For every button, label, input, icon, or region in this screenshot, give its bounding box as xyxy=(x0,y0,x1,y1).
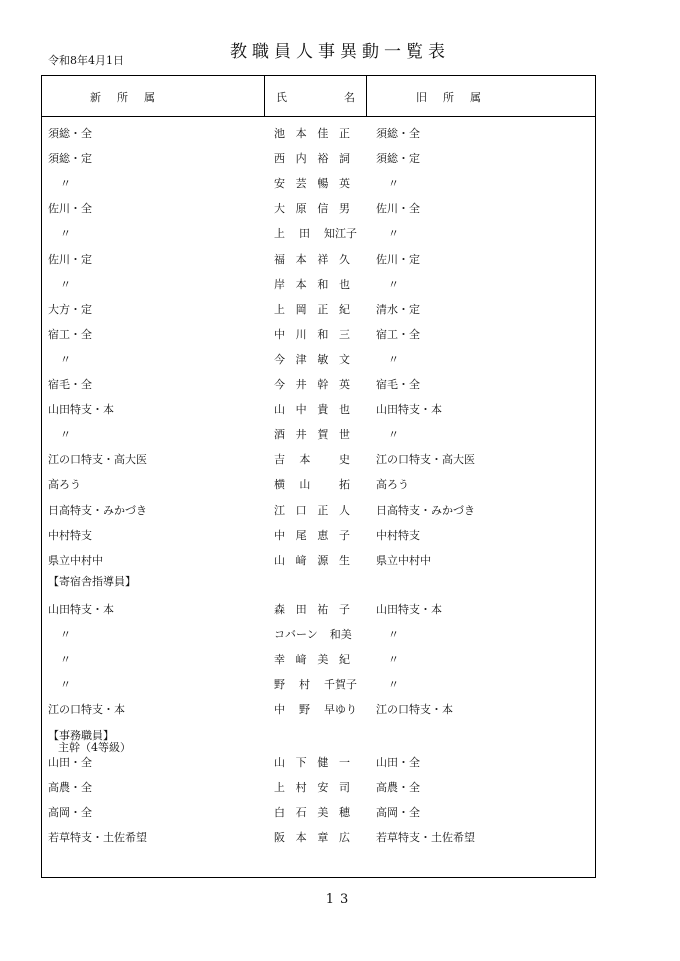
name-part: 野 xyxy=(274,678,285,692)
name-part: 井 xyxy=(295,378,307,391)
name-part: 久 xyxy=(338,252,350,266)
header-divider-2 xyxy=(366,76,367,116)
new-affiliation: 〃 xyxy=(60,277,71,291)
header-new-affiliation: 新所属 xyxy=(90,91,171,104)
table-row xyxy=(42,299,595,319)
name-part: 吉 xyxy=(274,453,285,467)
old-affiliation: 〃 xyxy=(388,678,399,692)
name-part: 石 xyxy=(295,806,307,820)
person-name xyxy=(274,125,350,141)
table-row xyxy=(42,699,595,719)
name-part: 本 xyxy=(295,252,307,266)
subsection-heading-office: 主幹（4等級） xyxy=(58,741,131,754)
new-affiliation: 江の口特支・本 xyxy=(48,703,125,717)
person-name xyxy=(274,651,350,667)
new-affiliation: 山田・全 xyxy=(48,756,92,769)
new-affiliation: 佐川・全 xyxy=(48,202,92,216)
old-affiliation: 〃 xyxy=(388,653,399,667)
name-part: 岡 xyxy=(295,302,307,316)
name-part: 本 xyxy=(295,277,307,291)
old-affiliation: 県立中村中 xyxy=(376,553,431,567)
name-part: 信 xyxy=(317,202,329,216)
old-affiliation: 山田・全 xyxy=(376,756,420,769)
name-part: 人 xyxy=(338,503,350,517)
name-part: 子 xyxy=(338,528,350,542)
name-part: 生 xyxy=(338,553,350,567)
old-affiliation: 〃 xyxy=(388,177,399,191)
table-row xyxy=(42,624,595,644)
new-affiliation: 高ろう xyxy=(48,478,81,492)
header-old-affiliation: 旧所属 xyxy=(416,91,497,104)
person-name xyxy=(274,301,350,317)
new-affiliation: 須総・定 xyxy=(48,152,92,166)
table-row xyxy=(42,550,595,570)
table-row xyxy=(42,674,595,694)
name-part: 中 xyxy=(295,403,307,417)
section-heading-dorm: 【寄宿舎指導員】 xyxy=(48,575,136,588)
name-part: 詞 xyxy=(338,152,350,166)
name-part: 西 xyxy=(274,152,285,166)
name-part: 下 xyxy=(295,756,307,769)
name-part: 知江子 xyxy=(324,227,357,241)
old-affiliation: 須総・定 xyxy=(376,152,420,166)
person-name xyxy=(274,351,350,367)
name-part: 恵 xyxy=(317,528,329,542)
old-affiliation: 〃 xyxy=(388,277,399,291)
name-part: 大 xyxy=(274,202,285,216)
table-row xyxy=(42,324,595,344)
name-part: 安 xyxy=(317,781,329,795)
person-name xyxy=(274,754,350,770)
old-affiliation: 山田特支・本 xyxy=(376,603,442,616)
table-row xyxy=(42,249,595,269)
name-part: 井 xyxy=(295,428,307,442)
table-row xyxy=(42,802,595,822)
new-affiliation: 山田特支・本 xyxy=(48,403,114,417)
header-divider-1 xyxy=(264,76,265,116)
name-part: 祐 xyxy=(317,603,329,616)
person-name xyxy=(274,502,350,518)
name-part: 﨑 xyxy=(295,653,307,667)
table-row xyxy=(42,274,595,294)
table-row xyxy=(42,752,595,772)
new-affiliation: 江の口特支・高大医 xyxy=(48,453,147,467)
person-name xyxy=(274,251,350,267)
old-affiliation: 江の口特支・本 xyxy=(376,703,453,717)
name-part: 紀 xyxy=(338,653,350,667)
table-row xyxy=(42,399,595,419)
new-affiliation: 〃 xyxy=(60,653,71,667)
name-part: 也 xyxy=(338,403,350,417)
table-row xyxy=(42,173,595,193)
table-row xyxy=(42,198,595,218)
header-name-given: 名 xyxy=(344,91,355,104)
name-part: 英 xyxy=(338,177,350,191)
old-affiliation: 若草特支・土佐希望 xyxy=(376,831,475,845)
name-part: 中 xyxy=(274,528,285,542)
table-row xyxy=(42,223,595,243)
name-part: 賀 xyxy=(317,428,329,442)
person-name xyxy=(274,804,350,820)
name-part: 健 xyxy=(317,756,329,769)
person-name xyxy=(274,626,350,642)
table-row xyxy=(42,649,595,669)
old-affiliation: 高ろう xyxy=(376,478,409,492)
new-affiliation: 〃 xyxy=(60,352,71,366)
new-affiliation: 宿工・全 xyxy=(48,327,92,341)
name-part: 美 xyxy=(317,653,329,667)
name-part: 山 xyxy=(274,553,285,567)
name-part: 正 xyxy=(338,127,350,140)
name-part: 裕 xyxy=(317,152,329,166)
old-affiliation: 宿毛・全 xyxy=(376,378,420,391)
name-part: 和美 xyxy=(329,628,352,642)
name-part: 横 xyxy=(274,478,285,492)
name-part: 男 xyxy=(338,202,350,216)
name-part: 佳 xyxy=(317,127,329,140)
table-row xyxy=(42,449,595,469)
table-row xyxy=(42,424,595,444)
name-part: 上 xyxy=(274,781,285,795)
name-part: 正 xyxy=(317,302,329,316)
name-part: 千賀子 xyxy=(324,678,357,692)
old-affiliation: 江の口特支・高大医 xyxy=(376,453,475,467)
old-affiliation: 高農・全 xyxy=(376,781,420,795)
person-name xyxy=(274,527,350,543)
name-part: 拓 xyxy=(338,478,350,492)
name-part: 早ゆり xyxy=(324,703,357,717)
new-affiliation: 〃 xyxy=(60,678,71,692)
new-affiliation: 宿毛・全 xyxy=(48,378,92,391)
transfer-table xyxy=(41,75,596,878)
old-affiliation: 佐川・全 xyxy=(376,202,420,216)
name-part: 口 xyxy=(295,503,307,517)
new-affiliation: 須総・全 xyxy=(48,127,92,140)
name-part: 岸 xyxy=(274,277,285,291)
old-affiliation: 〃 xyxy=(388,352,399,366)
person-name xyxy=(274,401,350,417)
name-part: 暢 xyxy=(317,177,329,191)
name-part: 内 xyxy=(295,152,307,166)
name-part: 阪 xyxy=(274,831,285,845)
new-affiliation: 〃 xyxy=(60,628,71,642)
old-affiliation: 佐川・定 xyxy=(376,252,420,266)
table-header xyxy=(42,76,595,117)
name-part: 本 xyxy=(295,127,307,140)
name-part: 敏 xyxy=(317,352,329,366)
person-name xyxy=(274,200,350,216)
name-part: 章 xyxy=(317,831,329,845)
name-part: 一 xyxy=(338,756,350,769)
old-affiliation: 〃 xyxy=(388,428,399,442)
person-name xyxy=(274,326,350,342)
date-label: 令和8年4月1日 xyxy=(48,54,124,67)
person-name xyxy=(274,779,350,795)
name-part: 也 xyxy=(338,277,350,291)
table-row xyxy=(42,349,595,369)
table-row xyxy=(42,777,595,797)
person-name xyxy=(274,451,350,467)
person-name xyxy=(274,225,357,241)
name-part: 三 xyxy=(338,327,350,341)
name-part: 中 xyxy=(274,327,285,341)
name-part: 史 xyxy=(338,453,350,467)
name-part: 村 xyxy=(299,678,310,692)
name-part: 村 xyxy=(295,781,307,795)
name-part: 紀 xyxy=(338,302,350,316)
person-name xyxy=(274,175,350,191)
name-part: 文 xyxy=(338,352,350,366)
table-row xyxy=(42,474,595,494)
person-name xyxy=(274,150,350,166)
new-affiliation: 県立中村中 xyxy=(48,553,103,567)
name-part: 源 xyxy=(317,553,329,567)
new-affiliation: 大方・定 xyxy=(48,302,92,316)
new-affiliation: 若草特支・土佐希望 xyxy=(48,831,147,845)
table-row xyxy=(42,148,595,168)
page-title: 教職員人事異動一覧表 xyxy=(230,42,450,62)
table-row xyxy=(42,500,595,520)
name-part: 和 xyxy=(317,327,329,341)
name-part: 野 xyxy=(299,703,310,717)
person-name xyxy=(274,376,350,392)
old-affiliation: 宿工・全 xyxy=(376,327,420,341)
old-affiliation: 〃 xyxy=(388,227,399,241)
name-part: 江 xyxy=(274,503,285,517)
name-part: 田 xyxy=(299,227,310,241)
old-affiliation: 清水・定 xyxy=(376,302,420,316)
person-name xyxy=(274,476,350,492)
person-name xyxy=(274,829,350,845)
name-part: 芸 xyxy=(295,177,307,191)
name-part: 山 xyxy=(274,403,285,417)
name-part: 山 xyxy=(299,478,311,492)
name-part: 﨑 xyxy=(295,553,307,567)
section-heading-office: 【事務職員】 xyxy=(48,729,114,742)
name-part: 司 xyxy=(338,781,350,795)
name-part: 白 xyxy=(274,806,285,820)
name-part: 尾 xyxy=(295,528,307,542)
new-affiliation: 〃 xyxy=(60,177,71,191)
name-part: 英 xyxy=(338,378,350,391)
name-part: 広 xyxy=(338,831,350,845)
name-part: 幸 xyxy=(274,653,285,667)
name-part: 祥 xyxy=(317,252,329,266)
table-row xyxy=(42,599,595,619)
name-part: 山 xyxy=(274,756,285,769)
old-affiliation: 〃 xyxy=(388,628,399,642)
page-number: 13 xyxy=(325,892,355,907)
name-part: 貴 xyxy=(317,403,329,417)
new-affiliation: 山田特支・本 xyxy=(48,603,114,616)
name-part: 美 xyxy=(317,806,329,820)
name-part: 池 xyxy=(274,127,285,140)
name-part: 安 xyxy=(274,177,285,191)
name-part: 世 xyxy=(338,428,350,442)
new-affiliation: 中村特支 xyxy=(48,528,92,542)
table-row xyxy=(42,374,595,394)
person-name xyxy=(274,676,357,692)
new-affiliation: 佐川・定 xyxy=(48,252,92,266)
name-part: 川 xyxy=(295,327,307,341)
name-part: 穂 xyxy=(338,806,350,820)
person-name xyxy=(274,601,350,617)
name-part: 本 xyxy=(299,453,311,467)
name-part: 子 xyxy=(338,603,350,616)
name-part: 和 xyxy=(317,277,329,291)
person-name xyxy=(274,426,350,442)
old-affiliation: 高岡・全 xyxy=(376,806,420,820)
table-row xyxy=(42,827,595,847)
name-part: 上 xyxy=(274,227,285,241)
name-part: 田 xyxy=(295,603,307,616)
person-name xyxy=(274,552,350,568)
name-part: 本 xyxy=(295,831,307,845)
name-part: 福 xyxy=(274,252,285,266)
name-part: 原 xyxy=(295,202,307,216)
name-part: 酒 xyxy=(274,428,285,442)
name-part: 中 xyxy=(274,703,285,717)
new-affiliation: 高岡・全 xyxy=(48,806,92,820)
old-affiliation: 日高特支・みかづき xyxy=(376,503,475,517)
name-part: 今 xyxy=(274,352,285,366)
name-part: 今 xyxy=(274,378,285,391)
person-name xyxy=(274,701,357,717)
new-affiliation: 〃 xyxy=(60,227,71,241)
name-part: 森 xyxy=(274,603,285,616)
name-part: 正 xyxy=(317,503,329,517)
new-affiliation: 日高特支・みかづき xyxy=(48,503,147,517)
table-row xyxy=(42,525,595,545)
header-name-family: 氏 xyxy=(276,91,287,104)
new-affiliation: 〃 xyxy=(60,428,71,442)
old-affiliation: 須総・全 xyxy=(376,127,420,140)
name-part: 上 xyxy=(274,302,285,316)
old-affiliation: 中村特支 xyxy=(376,528,420,542)
name-part: コバーン xyxy=(274,628,318,642)
old-affiliation: 山田特支・本 xyxy=(376,403,442,417)
table-row xyxy=(42,123,595,143)
person-name xyxy=(274,276,350,292)
name-part: 津 xyxy=(295,352,307,366)
name-part: 幹 xyxy=(317,378,329,391)
new-affiliation: 高農・全 xyxy=(48,781,92,795)
